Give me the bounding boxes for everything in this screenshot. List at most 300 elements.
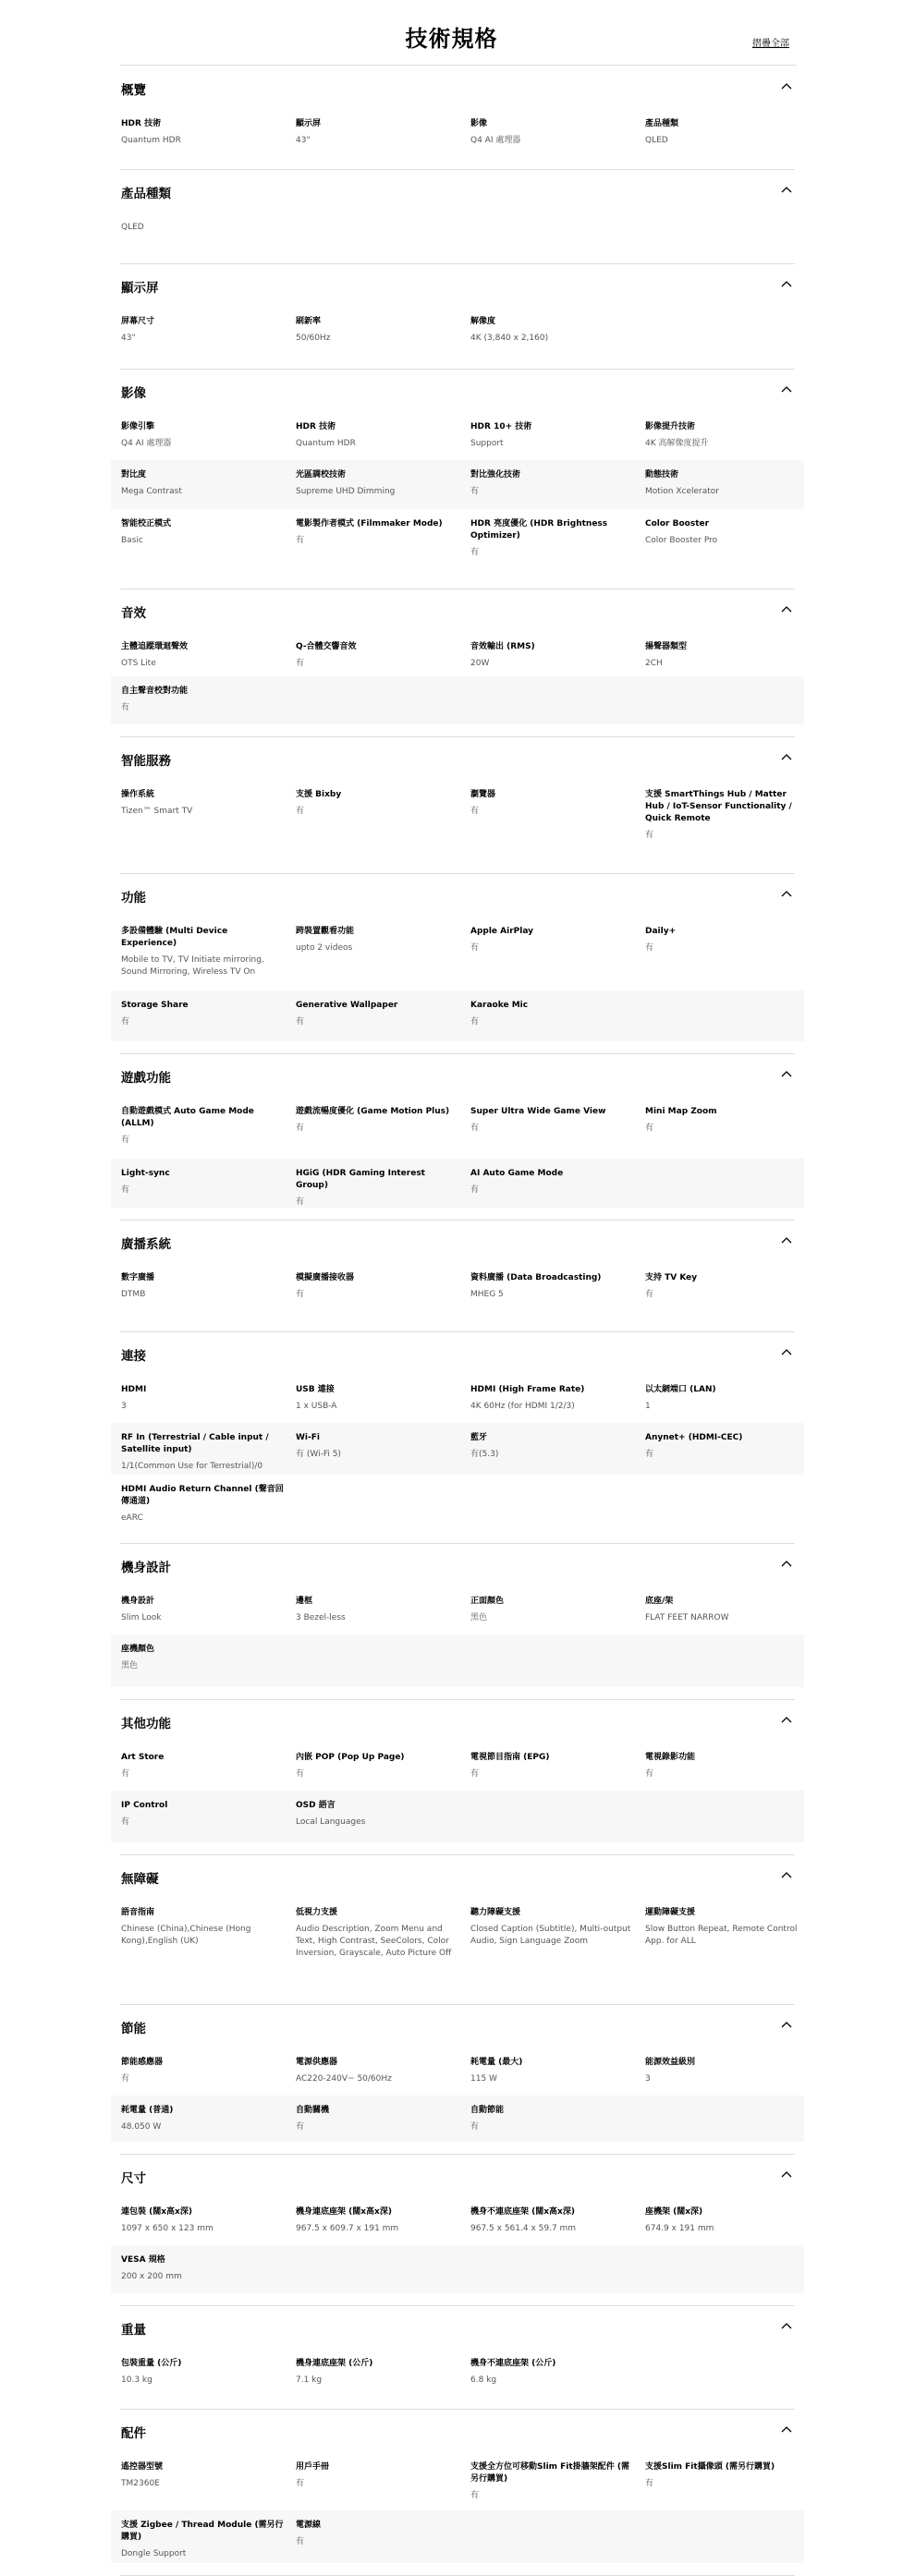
spec-value: 有 bbox=[470, 1124, 480, 1133]
spec-label: 影像提升技術 bbox=[645, 422, 696, 431]
spec-item bbox=[121, 469, 284, 498]
spec-label: 內嵌 POP (Pop Up Page) bbox=[296, 1753, 405, 1762]
spec-label: 低視力支援 bbox=[296, 1908, 338, 1917]
section-title[interactable]: 重量 bbox=[121, 2323, 146, 2338]
spec-item bbox=[121, 1000, 284, 1028]
spec-value: 有 bbox=[296, 1124, 305, 1133]
spec-label: 座機架 (闊x深) bbox=[645, 2207, 703, 2217]
spec-label: Apple AirPlay bbox=[470, 927, 534, 936]
spec-row bbox=[111, 2349, 804, 2397]
spec-label: Super Ultra Wide Game View bbox=[470, 1107, 606, 1116]
spec-row bbox=[111, 1423, 804, 1475]
spec-item bbox=[296, 1384, 458, 1413]
spec-label: 數字廣播 bbox=[121, 1273, 155, 1282]
spec-label: OSD 語言 bbox=[296, 1801, 336, 1810]
spec-value: Basic bbox=[121, 536, 143, 545]
spec-value: QLED bbox=[645, 136, 668, 145]
spec-value: TM2360E bbox=[121, 2479, 160, 2488]
spec-item bbox=[121, 1106, 284, 1147]
spec-item bbox=[470, 118, 633, 147]
spec-label: RF In (Terrestrial / Cable input / Satellite input) bbox=[121, 1433, 269, 1454]
spec-label: 遙控器型號 bbox=[121, 2462, 164, 2472]
spec-item bbox=[470, 926, 633, 954]
section-title[interactable]: 功能 bbox=[121, 891, 146, 905]
spec-value: 有 bbox=[296, 807, 305, 816]
spec-value: 有 bbox=[121, 2074, 130, 2084]
spec-label: 多設備體驗 (Multi Device Experience) bbox=[121, 927, 228, 948]
spec-section bbox=[111, 1221, 804, 1332]
spec-item bbox=[645, 1752, 808, 1780]
spec-section bbox=[111, 2005, 804, 2155]
spec-value: Mobile to TV, TV Initiate mirroring, Sound Mirroring, Wireless TV On bbox=[121, 955, 264, 977]
spec-label: 顯示屏 bbox=[296, 119, 322, 128]
spec-item bbox=[470, 1000, 633, 1028]
spec-value: 有 bbox=[470, 807, 480, 816]
spec-value: 有 bbox=[121, 1017, 130, 1027]
spec-section bbox=[111, 2306, 804, 2410]
spec-item bbox=[645, 789, 808, 842]
spec-value: 有 bbox=[296, 1197, 305, 1207]
spec-label: 機身不連底座架 (闊x高x深) bbox=[470, 2207, 575, 2217]
section-title[interactable]: 配件 bbox=[121, 2426, 146, 2441]
spec-label: HDR 技術 bbox=[296, 422, 336, 431]
spec-item bbox=[645, 926, 808, 954]
chevron-up-icon[interactable] bbox=[781, 186, 792, 195]
spec-item bbox=[296, 2057, 458, 2085]
spec-item bbox=[296, 1272, 458, 1301]
spec-label: 支援 Bixby bbox=[296, 790, 342, 799]
spec-item bbox=[470, 316, 633, 345]
spec-item bbox=[121, 518, 284, 547]
spec-label: 操作系統 bbox=[121, 790, 155, 799]
spec-item bbox=[121, 1907, 284, 1948]
spec-row bbox=[111, 1898, 804, 1992]
spec-section bbox=[111, 170, 804, 264]
spec-section bbox=[111, 67, 804, 170]
spec-item bbox=[296, 1752, 458, 1780]
section-title[interactable]: 廣播系統 bbox=[121, 1237, 171, 1252]
spec-value: 有 (Wi-Fi 5) bbox=[296, 1450, 341, 1459]
spec-section bbox=[111, 2410, 804, 2576]
spec-label: 自動節能 bbox=[470, 2106, 505, 2115]
spec-section bbox=[111, 1700, 804, 1855]
spec-value: 黑色 bbox=[121, 1661, 139, 1671]
spec-item bbox=[645, 2057, 808, 2085]
spec-row bbox=[111, 2047, 804, 2096]
spec-section bbox=[111, 1544, 804, 1700]
spec-label: 瀏覽器 bbox=[470, 790, 496, 799]
spec-item bbox=[121, 686, 284, 714]
spec-label: 電視錄影功能 bbox=[645, 1753, 696, 1762]
spec-label: 對比度 bbox=[121, 470, 147, 480]
chevron-up-icon[interactable] bbox=[781, 280, 792, 289]
spec-item bbox=[470, 421, 633, 450]
spec-value: Dongle Support bbox=[121, 2549, 187, 2558]
spec-value: 有 bbox=[296, 1769, 305, 1779]
spec-value: 有 bbox=[470, 2122, 480, 2132]
spec-value: Tizen™ Smart TV bbox=[121, 807, 193, 816]
spec-value: 有 bbox=[470, 487, 480, 496]
spec-row bbox=[111, 1159, 804, 1208]
spec-value: 有 bbox=[470, 1769, 480, 1779]
spec-value: 有 bbox=[296, 2479, 305, 2488]
spec-item bbox=[296, 1907, 458, 1960]
spec-value: 43" bbox=[121, 334, 136, 343]
spec-label: 解像度 bbox=[470, 317, 496, 326]
spec-item bbox=[470, 2057, 633, 2085]
page-title: 技術規格 bbox=[405, 26, 498, 52]
section-title[interactable]: 影像 bbox=[121, 386, 146, 401]
spec-row bbox=[111, 1743, 804, 1791]
chevron-up-icon[interactable] bbox=[781, 1236, 792, 1245]
spec-value: 4K 60Hz (for HDMI 1/2/3) bbox=[470, 1402, 575, 1411]
spec-row bbox=[111, 307, 804, 357]
spec-item bbox=[296, 421, 458, 450]
spec-value: 有 bbox=[121, 1769, 130, 1779]
spec-value: QLED bbox=[121, 223, 144, 232]
spec-item bbox=[296, 1000, 458, 1028]
spec-section bbox=[111, 589, 804, 737]
spec-value: Local Languages bbox=[296, 1817, 366, 1827]
spec-item bbox=[470, 469, 633, 498]
spec-label: 主體追蹤環迴聲效 bbox=[121, 642, 189, 651]
spec-label: HDR 10+ 技術 bbox=[470, 422, 532, 431]
spec-value: Color Booster Pro bbox=[645, 536, 718, 545]
spec-value: 有 bbox=[470, 1185, 480, 1195]
chevron-up-icon[interactable] bbox=[781, 605, 792, 614]
spec-row bbox=[111, 2510, 804, 2563]
chevron-up-icon[interactable] bbox=[781, 753, 792, 762]
spec-label: Q-合體交響音效 bbox=[296, 642, 357, 651]
chevron-up-icon[interactable] bbox=[781, 2322, 792, 2331]
spec-item bbox=[296, 316, 458, 345]
spec-value: OTS Lite bbox=[121, 659, 156, 668]
spec-item bbox=[296, 518, 458, 547]
spec-value: DTMB bbox=[121, 1290, 146, 1299]
spec-label: Mini Map Zoom bbox=[645, 1107, 717, 1116]
spec-value: Chinese (China),Chinese (Hong Kong),English (UK) bbox=[121, 1925, 251, 1946]
spec-value: Slim Look bbox=[121, 1613, 162, 1622]
spec-item bbox=[121, 789, 284, 818]
spec-item bbox=[121, 641, 284, 670]
spec-item bbox=[470, 1106, 633, 1135]
chevron-up-icon[interactable] bbox=[781, 1070, 792, 1079]
spec-label: 電影製作者模式 (Filmmaker Mode) bbox=[296, 519, 443, 529]
spec-label: 機身連底座架 (公斤) bbox=[296, 2359, 373, 2368]
spec-label: Color Booster bbox=[645, 519, 710, 529]
section-title[interactable]: 遊戲功能 bbox=[121, 1071, 171, 1086]
spec-item bbox=[296, 1106, 458, 1135]
spec-value: 1/1(Common Use for Terrestrial)/0 bbox=[121, 1462, 263, 1471]
section-title[interactable]: 顯示屏 bbox=[121, 281, 159, 296]
spec-item bbox=[645, 1106, 808, 1135]
spec-label: 電源供應器 bbox=[296, 2058, 338, 2067]
spec-item bbox=[296, 2206, 458, 2235]
spec-value: Mega Contrast bbox=[121, 487, 182, 496]
spec-label: 能源效益級別 bbox=[645, 2058, 696, 2067]
spec-label: 動態技術 bbox=[645, 470, 679, 480]
chevron-up-icon[interactable] bbox=[781, 1716, 792, 1725]
spec-value: Motion Xcelerator bbox=[645, 487, 720, 496]
section-title[interactable]: 智能服務 bbox=[121, 754, 171, 769]
chevron-up-icon[interactable] bbox=[781, 1348, 792, 1357]
spec-header bbox=[0, 0, 903, 67]
spec-row bbox=[111, 109, 804, 157]
spec-label: Generative Wallpaper bbox=[296, 1001, 398, 1010]
spec-item bbox=[121, 1484, 284, 1525]
section-title[interactable]: 其他功能 bbox=[121, 1717, 171, 1732]
spec-row bbox=[111, 2245, 804, 2293]
spec-row bbox=[111, 1634, 804, 1687]
spec-value: 有(5.3) bbox=[470, 1450, 499, 1459]
spec-item bbox=[470, 2358, 633, 2387]
spec-item bbox=[645, 1596, 808, 1624]
spec-label: 屏幕尺寸 bbox=[121, 317, 155, 326]
chevron-up-icon[interactable] bbox=[781, 1560, 792, 1569]
spec-label: Anynet+ (HDMI-CEC) bbox=[645, 1433, 743, 1442]
spec-item bbox=[121, 1644, 284, 1672]
spec-value: 有 bbox=[296, 2537, 305, 2546]
spec-value: 1 bbox=[645, 1402, 651, 1411]
spec-label: 產品種類 bbox=[645, 119, 679, 128]
spec-row bbox=[111, 213, 804, 251]
spec-row bbox=[111, 1097, 804, 1159]
spec-item bbox=[121, 926, 284, 978]
spec-value: 黑色 bbox=[470, 1613, 488, 1622]
spec-label: HDR 技術 bbox=[121, 119, 162, 128]
spec-item bbox=[296, 926, 458, 954]
spec-row bbox=[111, 917, 804, 990]
spec-item bbox=[645, 421, 808, 450]
spec-label: 底座/架 bbox=[645, 1597, 674, 1606]
spec-label: 模擬廣播接收器 bbox=[296, 1273, 355, 1282]
spec-item bbox=[121, 1596, 284, 1624]
spec-row bbox=[111, 780, 804, 861]
spec-item bbox=[296, 469, 458, 498]
spec-section bbox=[111, 1054, 804, 1221]
spec-value: Q4 AI 處理器 bbox=[121, 439, 172, 448]
spec-label: Storage Share bbox=[121, 1001, 189, 1010]
spec-label: 節能感應器 bbox=[121, 2058, 164, 2067]
spec-label: 包裝重量 (公斤) bbox=[121, 2359, 182, 2368]
spec-value: 有 bbox=[470, 943, 480, 953]
spec-item bbox=[296, 2520, 458, 2548]
spec-item bbox=[645, 641, 808, 670]
spec-value: FLAT FEET NARROW bbox=[645, 1613, 729, 1622]
spec-item bbox=[470, 1168, 633, 1197]
spec-row bbox=[111, 412, 804, 460]
spec-item bbox=[296, 1432, 458, 1461]
spec-label: 對比強化技術 bbox=[470, 470, 521, 480]
spec-item bbox=[470, 1907, 633, 1948]
spec-label: 支援Slim Fit攝像頭 (需另行購買) bbox=[645, 2462, 775, 2472]
spec-value: 有 bbox=[121, 703, 130, 712]
spec-item bbox=[645, 118, 808, 147]
spec-label: 用戶手冊 bbox=[296, 2462, 330, 2472]
spec-value: AC220-240V~ 50/60Hz bbox=[296, 2074, 392, 2084]
spec-value: 有 bbox=[296, 2122, 305, 2132]
spec-value: 50/60Hz bbox=[296, 334, 331, 343]
spec-row bbox=[111, 990, 804, 1041]
spec-label: 聽力障礙支援 bbox=[470, 1908, 521, 1917]
chevron-up-icon[interactable] bbox=[781, 385, 792, 395]
spec-item bbox=[121, 1168, 284, 1197]
spec-label: 耗電量 (最大) bbox=[470, 2058, 523, 2067]
spec-label: 智能校正模式 bbox=[121, 519, 172, 529]
spec-row bbox=[111, 460, 804, 509]
section-title[interactable]: 節能 bbox=[121, 2022, 146, 2036]
spec-value: 10.3 kg bbox=[121, 2376, 153, 2385]
spec-row bbox=[111, 632, 804, 676]
spec-value: 有 bbox=[645, 831, 654, 840]
spec-value: Audio Description, Zoom Menu and Text, High Contrast, SeeColors, Color Inversion, Grayscale, Auto Picture Off bbox=[296, 1925, 452, 1958]
spec-section bbox=[111, 1332, 804, 1544]
chevron-up-icon[interactable] bbox=[781, 82, 792, 91]
spec-value: 1097 x 650 x 123 mm bbox=[121, 2224, 214, 2233]
spec-label: 自動遊戲模式 Auto Game Mode (ALLM) bbox=[121, 1107, 254, 1128]
spec-item bbox=[296, 2358, 458, 2387]
spec-item bbox=[296, 1168, 458, 1209]
spec-item bbox=[121, 1384, 284, 1413]
spec-item bbox=[645, 518, 808, 547]
spec-item bbox=[470, 2105, 633, 2133]
spec-value: 有 bbox=[645, 1124, 654, 1133]
spec-item bbox=[121, 2206, 284, 2235]
spec-row bbox=[111, 1475, 804, 1531]
spec-value: eARC bbox=[121, 1513, 143, 1523]
spec-value: 有 bbox=[470, 2491, 480, 2500]
spec-value: Closed Caption (Subtitle), Multi-output Audio, Sign Language Zoom bbox=[470, 1925, 631, 1946]
spec-label: 連包裝 (闊x高x深) bbox=[121, 2207, 192, 2217]
spec-item bbox=[121, 118, 284, 147]
spec-value: 有 bbox=[121, 1185, 130, 1195]
section-title[interactable]: 無障礙 bbox=[121, 1872, 159, 1887]
spec-label: 正面顏色 bbox=[470, 1597, 505, 1606]
spec-value: 967.5 x 609.7 x 191 mm bbox=[296, 2224, 399, 2233]
spec-item bbox=[470, 789, 633, 818]
section-title[interactable]: 連接 bbox=[121, 1349, 146, 1364]
spec-value: 1 x USB-A bbox=[296, 1402, 337, 1411]
spec-item bbox=[121, 316, 284, 345]
spec-value: 4K 高解像度提升 bbox=[645, 439, 709, 448]
section-title[interactable]: 產品種類 bbox=[121, 187, 171, 201]
spec-item bbox=[645, 1907, 808, 1948]
spec-item bbox=[470, 1432, 633, 1461]
spec-row bbox=[111, 1791, 804, 1842]
section-title[interactable]: 機身設計 bbox=[121, 1561, 171, 1575]
spec-item bbox=[470, 1596, 633, 1624]
spec-value: 3 bbox=[645, 2074, 651, 2084]
spec-value: 有 bbox=[121, 1136, 130, 1145]
spec-value: 有 bbox=[645, 1769, 654, 1779]
spec-item bbox=[121, 1752, 284, 1780]
spec-value: MHEG 5 bbox=[470, 1290, 504, 1299]
spec-label: 電源線 bbox=[296, 2521, 322, 2530]
spec-value: 有 bbox=[470, 1017, 480, 1027]
spec-label: 支援 Zigbee / Thread Module (需另行購買) bbox=[121, 2521, 284, 2542]
section-title[interactable]: 概覽 bbox=[121, 83, 146, 98]
spec-value: Support bbox=[470, 439, 504, 448]
spec-label: 跨裝置觀看功能 bbox=[296, 927, 355, 936]
spec-label: 支持 TV Key bbox=[645, 1273, 698, 1282]
chevron-up-icon[interactable] bbox=[781, 1871, 792, 1880]
spec-section bbox=[111, 874, 804, 1054]
spec-row bbox=[111, 2197, 804, 2245]
spec-value: 有 bbox=[296, 1017, 305, 1027]
spec-section bbox=[111, 737, 804, 874]
spec-item bbox=[470, 1752, 633, 1780]
spec-value: Quantum HDR bbox=[121, 136, 181, 145]
spec-label: USB 連接 bbox=[296, 1385, 335, 1394]
spec-label: IP Control bbox=[121, 1801, 168, 1810]
spec-item bbox=[645, 1272, 808, 1301]
spec-label: HDR 亮度優化 (HDR Brightness Optimizer) bbox=[470, 519, 608, 541]
spec-value: 有 bbox=[645, 1290, 654, 1299]
section-title[interactable]: 尺寸 bbox=[121, 2171, 146, 2186]
spec-label: 刷新率 bbox=[296, 317, 322, 326]
chevron-up-icon[interactable] bbox=[781, 2170, 792, 2180]
spec-item bbox=[645, 469, 808, 498]
spec-label: 座機顏色 bbox=[121, 1645, 155, 1654]
spec-item bbox=[121, 1432, 284, 1473]
spec-item bbox=[296, 1800, 458, 1829]
spec-label: 自主聲音校對功能 bbox=[121, 687, 189, 696]
spec-value: 有 bbox=[645, 2479, 654, 2488]
spec-row bbox=[111, 2096, 804, 2142]
spec-item bbox=[470, 2461, 633, 2502]
section-title[interactable]: 音效 bbox=[121, 606, 146, 621]
spec-row bbox=[111, 509, 804, 577]
spec-item bbox=[121, 421, 284, 450]
spec-value: 967.5 x 561.4 x 59.7 mm bbox=[470, 2224, 577, 2233]
spec-label: 運動障礙支援 bbox=[645, 1908, 696, 1917]
spec-label: 以太網端口 (LAN) bbox=[645, 1385, 716, 1394]
spec-item bbox=[121, 2358, 284, 2387]
spec-label: HGiG (HDR Gaming Interest Group) bbox=[296, 1169, 425, 1190]
spec-item bbox=[121, 2057, 284, 2085]
spec-value: 20W bbox=[470, 659, 490, 668]
spec-label: 資料廣播 (Data Broadcasting) bbox=[470, 1273, 602, 1282]
spec-section bbox=[111, 370, 804, 589]
spec-value: Slow Button Repeat, Remote Control App. for ALL bbox=[645, 1925, 798, 1946]
spec-value: 115 W bbox=[470, 2074, 497, 2084]
spec-label: 支援全方位可移動Slim Fit掛牆架配件 (需另行購買) bbox=[470, 2462, 629, 2484]
spec-label: Daily+ bbox=[645, 927, 677, 936]
collapse-all-link[interactable]: 摺疊全部 bbox=[752, 39, 789, 49]
spec-label: 遊戲流暢度優化 (Game Motion Plus) bbox=[296, 1107, 450, 1116]
spec-item bbox=[470, 1272, 633, 1301]
spec-item bbox=[121, 2520, 284, 2560]
spec-item bbox=[121, 1800, 284, 1829]
chevron-up-icon[interactable] bbox=[781, 2021, 792, 2030]
chevron-up-icon[interactable] bbox=[781, 890, 792, 899]
spec-label: AI Auto Game Mode bbox=[470, 1169, 564, 1178]
spec-item bbox=[470, 518, 633, 559]
spec-row bbox=[111, 1375, 804, 1423]
spec-label: 音效輸出 (RMS) bbox=[470, 642, 535, 651]
spec-label: Karaoke Mic bbox=[470, 1001, 529, 1010]
spec-value: 有 bbox=[296, 536, 305, 545]
spec-value: 43" bbox=[296, 136, 311, 145]
spec-value: 有 bbox=[296, 1290, 305, 1299]
spec-value: 7.1 kg bbox=[296, 2376, 323, 2385]
spec-item bbox=[296, 641, 458, 670]
chevron-up-icon[interactable] bbox=[781, 2425, 792, 2435]
spec-label: 機身設計 bbox=[121, 1597, 155, 1606]
spec-label: 電視節目指南 (EPG) bbox=[470, 1753, 550, 1762]
spec-item bbox=[470, 2206, 633, 2235]
spec-label: 耗電量 (普通) bbox=[121, 2106, 174, 2115]
